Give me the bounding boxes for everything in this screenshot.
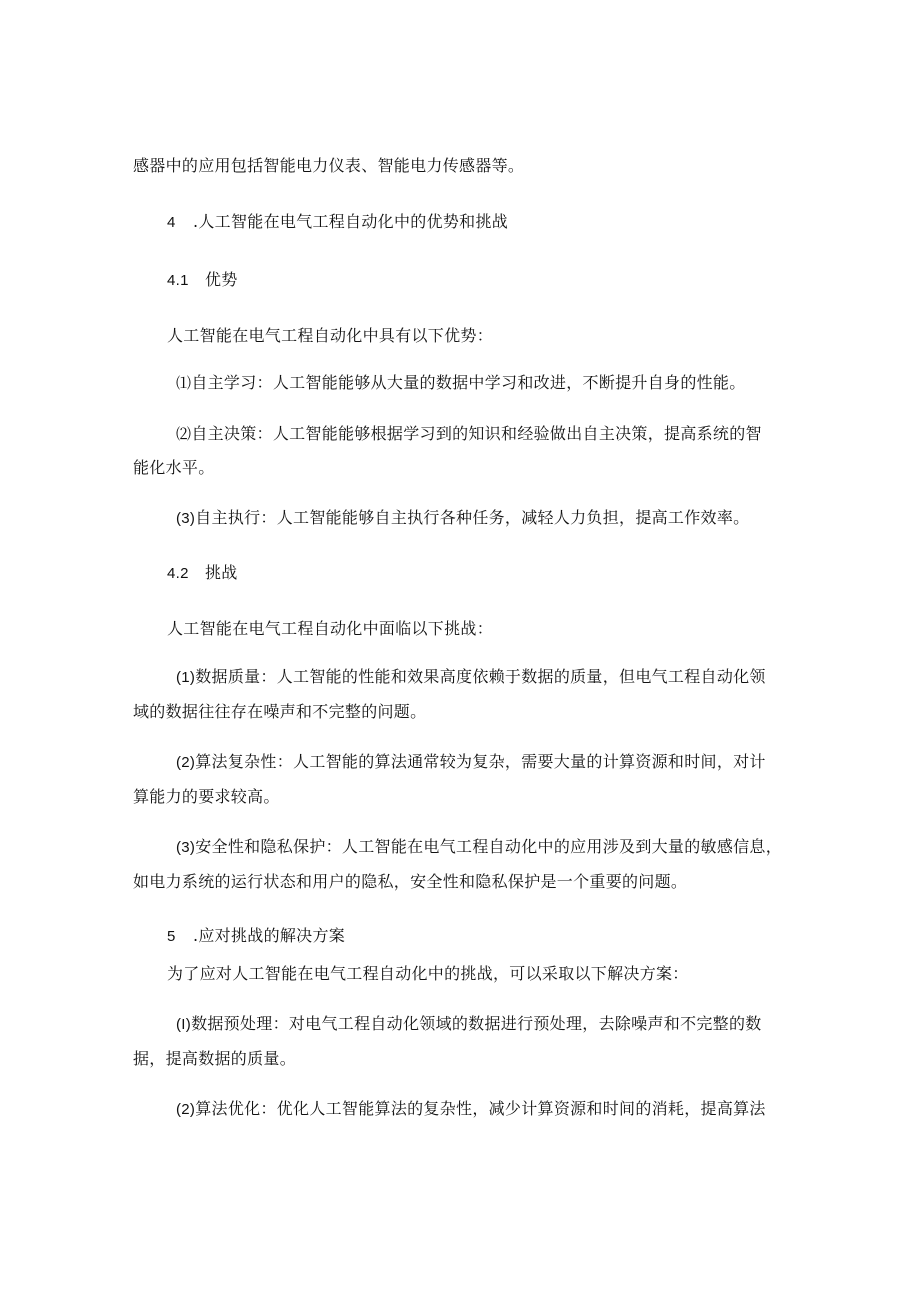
item-text: 算法优化：优化人工智能算法的复杂性，减少计算资源和时间的消耗，提高算法 [195, 1099, 766, 1118]
item-text: 数据预处理：对电气工程自动化领域的数据进行预处理，去除噪声和不完整的数 [191, 1014, 762, 1033]
solutions-intro [167, 964, 689, 984]
item-label: (3) [176, 839, 196, 856]
subsection-number: 4.2 [167, 565, 189, 582]
challenge-item-1-cont [133, 702, 426, 722]
section-number: 5 [167, 928, 176, 945]
challenge-item-2 [176, 752, 766, 773]
item-text: 自主决策：人工智能能够根据学习到的知识和经验做出自主决策，提高系统的智 [191, 424, 762, 443]
item-label: ⑵ [176, 426, 192, 443]
item-label: (2) [176, 1101, 196, 1118]
advantage-item-2 [176, 424, 762, 445]
subsection-heading-4-2 [167, 563, 238, 584]
subsection-title: 挑战 [205, 563, 238, 582]
advantage-item-2-cont [133, 458, 215, 478]
subsection-number: 4.1 [167, 272, 189, 289]
challenge-item-3 [176, 837, 782, 858]
paragraph-text: 为了应对人工智能在电气工程自动化中的挑战，可以采取以下解决方案： [167, 964, 689, 983]
item-label: ⑴ [176, 375, 192, 392]
section-title: .应对挑战的解决方案 [193, 926, 346, 945]
item-label: (3) [176, 510, 196, 527]
subsection-heading-4-1 [167, 270, 238, 291]
challenge-item-3-cont [133, 872, 687, 892]
item-text: 如电力系统的运行状态和用户的隐私，安全性和隐私保护是一个重要的问题。 [133, 872, 688, 891]
paragraph-text: 感器中的应用包括智能电力仪表、智能电力传感器等。 [133, 156, 525, 175]
solution-item-2 [176, 1099, 766, 1120]
paragraph-text: 人工智能在电气工程自动化中具有以下优势： [167, 326, 494, 345]
challenges-intro [167, 619, 493, 639]
item-label: (1) [176, 669, 196, 686]
section-number: 4 [167, 214, 176, 231]
item-text: 能化水平。 [133, 458, 215, 477]
section-heading-4 [167, 212, 508, 233]
advantages-intro [167, 326, 493, 346]
item-label: (I) [176, 1016, 192, 1033]
item-text: 自主执行：人工智能能够自主执行各种任务，减轻人力负担，提高工作效率。 [195, 508, 750, 527]
item-text: 域的数据往往存在噪声和不完整的问题。 [133, 702, 427, 721]
item-text: 数据质量：人工智能的性能和效果高度依赖于数据的质量，但电气工程自动化领 [195, 667, 766, 686]
section-heading-5 [167, 926, 345, 947]
item-text: 算法复杂性：人工智能的算法通常较为复杂，需要大量的计算资源和时间，对计 [195, 752, 766, 771]
solution-item-1-cont [133, 1049, 296, 1069]
item-text: 算能力的要求较高。 [133, 787, 280, 806]
paragraph-text: 人工智能在电气工程自动化中面临以下挑战： [167, 619, 494, 638]
challenge-item-1 [176, 667, 766, 688]
solution-item-1 [176, 1014, 762, 1035]
advantage-item-1 [176, 373, 746, 394]
section-title: .人工智能在电气工程自动化中的优势和挑战 [193, 212, 509, 231]
paragraph-continuation [133, 156, 524, 176]
item-text: 据，提高数据的质量。 [133, 1049, 297, 1068]
subsection-title: 优势 [205, 270, 238, 289]
challenge-item-2-cont [133, 787, 280, 807]
advantage-item-3 [176, 508, 749, 529]
item-text: 安全性和隐私保护：人工智能在电气工程自动化中的应用涉及到大量的敏感信息， [195, 837, 783, 856]
item-text: 自主学习：人工智能能够从大量的数据中学习和改进，不断提升自身的性能。 [191, 373, 746, 392]
item-label: (2) [176, 754, 196, 771]
